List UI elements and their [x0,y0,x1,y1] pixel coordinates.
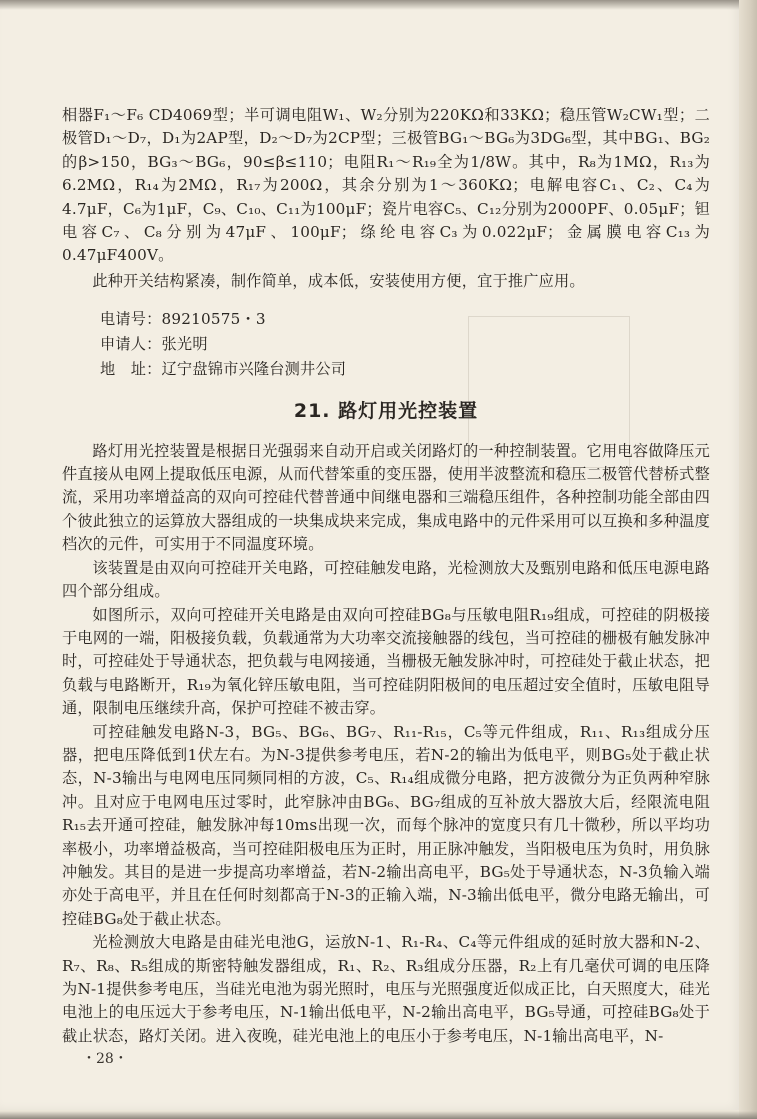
scan-bottom-edge [0,1111,757,1119]
scan-top-shadow [0,0,757,10]
application-info [100,307,710,382]
application-number: 电请号：89210575・3 [100,310,266,329]
summary-paragraph: 此种开关结构紧凑，制作简单，成本低，安装使用方便，宜于推广应用。 [92,271,585,290]
section-title: 21. 路灯用光控装置 [293,400,479,423]
applicant-name: 申请人：张光明 [100,335,208,354]
page-body [62,104,710,1048]
paragraph-intro: 路灯用光控装置是根据日光强弱来自动开启或关闭路灯的一种控制装置。它用电容做降压元件直接从电网上提取低压电源，从而代替笨重的变压器，使用半波整流和稳压二极管代替桥式整流，采用功率增益高的双向可控硅代替普通中间继电器和三端稳压组件，各种控制功能全部由四个彼此独立的运算放大器组成的一块集成块来完成，集成电路中的元件采用可以互换和多种温度档次的元件，可实用于不同温度环境。 [62,441,710,554]
paragraph-switch-circuit: 如图所示，双向可控硅开关电路是由双向可控硅BG₈与压敏电阻R₁₉组成，可控硅的阴极接于电网的一端，阳极接负载，负载通常为大功率交流接触器的线包，当可控硅的栅极有触发脉冲时，可控硅处于导通状态，把负载与电网接通，当栅极无触发脉冲时，可控硅处于截止状态，把负载与电路断开，R₁₉为氧化锌压敏电阻，当可控硅阴阳极间的电压超过安全值时，压敏电阻导通，限制电压继续升高，保护可控硅不被击穿。 [62,605,710,718]
book-spine-edge [739,0,757,1119]
paragraph-light-detection: 光检测放大电路是由硅光电池G，运放N-1、R₁-R₄、C₄等元件组成的延时放大器和N-2、R₇、R₈、R₅组成的斯密特触发器组成，R₁、R₂、R₃组成分压器，R₂上有几毫伏可调的电压降为N-1提供参考电压，当硅光电池为弱光照时，电压与光照强度近似成正比，白天照度大，硅光电池上的电压远大于参考电压，N-1输出低电平，N-2输出高电平，BG₅导通，可控硅BG₈处于截止状态，路灯关闭。进入夜晚，硅光电池上的电压小于参考电压，N-1输出高电平，N- [62,933,710,1045]
paragraph-trigger-circuit: 可控硅触发电路N-3，BG₅、BG₆、BG₇、R₁₁-R₁₅，C₅等元件组成，R₁₁、R₁₃组成分压器，把电压降低到1伏左右。为N-3提供参考电压，若N-2的输出为低电平，则BG₅处于截止状态，N-3输出与电网电压同频同相的方波，C₅、R₁₄组成微分电路，把方波微分为正负两种窄脉冲。且对应于电网电压过零时，此窄脉冲由BG₆、BG₇组成的互补放大器放大后，经限流电阻R₁₅去开通可控硅，触发脉冲每10ms出现一次，而每个脉冲的宽度只有几十微秒，所以平均功率极小，功率增益极高，当可控硅阳极电压为正时，用正脉冲触发，当阳极电压为负时，用负脉冲触发。其目的是进一步提高功率增益，若N-2输出高电平，BG₅处于导通状态，N-3负输入端亦处于高电平，并且在任何时刻都高于N-3的正输入端，N-3输出低电平，微分电路无输出，可控硅BG₈处于截止状态。 [62,722,710,928]
continued-paragraph: 相器F₁～F₆ CD4069型；半可调电阻W₁、W₂分别为220KΩ和33KΩ；稳压管W₂CW₁型；二极管D₁～D₇，D₁为2AP型，D₂～D₇为2CP型；三极管BG₁～BG₆为3DG₆型，其中BG₁、BG₂的β>150，BG₃～BG₆，90≤β≤110；电阻R₁～R₁₉全为1/8W。其中，R₈为1MΩ，R₁₃为6.2MΩ，R₁₄为2MΩ，R₁₇为200Ω，其余分别为1～360KΩ；电解电容C₁、C₂、C₄为4.7μF，C₆为1μF，C₉、C₁₀、C₁₁为100μF；瓷片电容C₅、C₁₂分别为2000PF、0.05μF；钽电容C₇、C₈分别为47μF、100μF；绦纶电容C₃为0.022μF；金属膜电容C₁₃为0.47μF400V。 [62,106,710,265]
paragraph-components: 该装置是由双向可控硅开关电路，可控硅触发电路，光检测放大及甄别电路和低压电源电路四个部分组成。 [62,558,710,601]
page-number: ・28・ [82,1051,128,1067]
applicant-address: 地 址：辽宁盘锦市兴隆台测井公司 [100,360,347,379]
